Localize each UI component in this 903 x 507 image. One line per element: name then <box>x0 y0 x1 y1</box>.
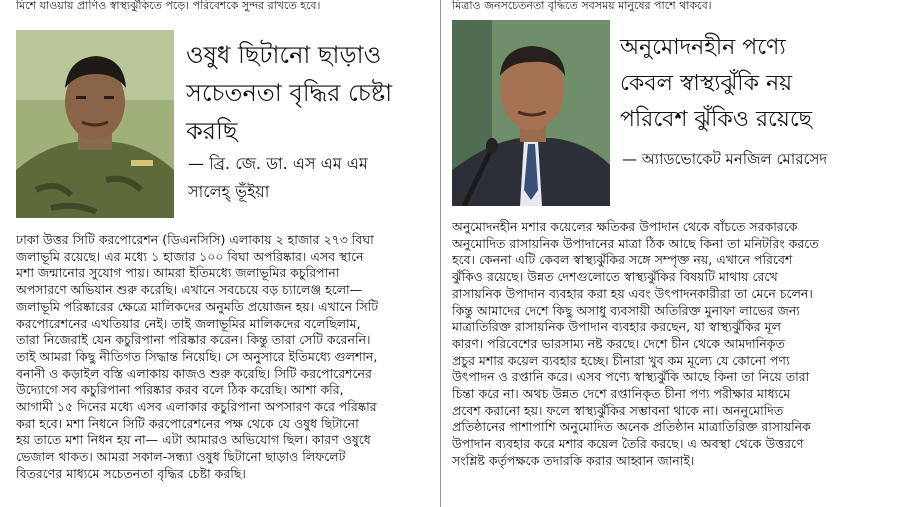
body-line: উদ্যোগে সব কচুরিপানা পরিষ্কার করব বলে ঠিক করেছি। আশা করি, <box>16 382 344 398</box>
body-line: ঝুঁকিও রয়েছে। উন্নত দেশগুলোতে স্বাস্থ্যঝুঁকির বিষয়টি মাথায় রেখে <box>452 269 778 285</box>
left-byline <box>188 150 438 206</box>
headline-line: অনুমোদনহীন পণ্যে <box>620 35 786 60</box>
body-line: মশা জন্মানোর সুযোগ পায়। আমরা ইতিমধ্যে জলাভূমির কচুরিপানা <box>16 265 340 281</box>
body-line: ভেজাল থাকত। আমরা সকাল-সন্ধ্যা ওষুধ ছিটানো ছাড়াও লিফলেট <box>16 449 346 465</box>
previous-article-tail: মিত্রাও জনসচেতনতা বৃদ্ধিতে সবসময় মানুষের পাশে থাকবে। <box>452 0 712 12</box>
body-line: আগামী ১৫ দিনের মধ্যে এসব এলাকার কচুরিপানা অপসারণ করে পরিষ্কার <box>16 399 377 415</box>
byline-line: — ব্রি. জে. ডা. এস এম এম <box>188 154 368 173</box>
body-line: হবে। কেননা এটি কেবল স্বাস্থ্যঝুঁকির সঙ্গে সম্পৃক্ত নয়, এখানে পরিবেশ <box>452 252 793 268</box>
left-article-body <box>16 232 436 483</box>
body-line: তারা নিজেরাই যেন কচুরিপানা পরিষ্কার করেন। কিন্তু তারা সেটি করেননি। <box>16 332 371 348</box>
body-line: করপোরেশনের এখতিয়ার নেই। তাই জলাভূমির মালিকদের বলেছিলাম, <box>16 315 361 331</box>
body-line: অনুমোদিত রাসায়নিক উপাদানের মাত্রা ঠিক আছে কিনা তা মনিটরিং করতে <box>452 235 819 251</box>
body-line: মাত্রাতিরিক্ত রাসায়নিক উপাদান ব্যবহার করছেন, যা স্বাস্থ্যঝুঁকির মূল <box>452 319 781 335</box>
body-line: অনুমোদনহীন মশার কয়েলের ক্ষতিকর উপাদান থেকে বাঁচতে সরকারকে <box>452 219 798 234</box>
headline-line: করছি <box>186 117 238 145</box>
byline-line: সালেহ্ ভূঁইয়া <box>188 182 270 201</box>
previous-article-tail: মিশে যাওয়ায় প্রাণিও স্বাস্থ্যঝুঁকিতে পড়ে। পরিবেশকে সুন্দর রাখতে হবে। <box>16 0 321 12</box>
officer-portrait-photo <box>16 30 174 218</box>
right-byline: — অ্যাডভোকেট মনজিল মোরসেদ <box>622 150 828 168</box>
body-line: উপাদান ব্যবহার করে মশার কয়েল তৈরি করছে। এ অবস্থা থেকে উত্তরণে <box>452 436 804 452</box>
body-line: অপসারণে অভিযান শুরু করেছি। এখানে সবচেয়ে বড় চ্যালেঞ্জ হলো— <box>16 282 363 298</box>
right-headline <box>620 30 900 138</box>
column-divider <box>440 0 441 507</box>
body-line: করা হবে। মশা নিধনে সিটি করপোরেশনের পক্ষ থেকে যে ওষুধ ছিটানো <box>16 415 359 431</box>
headline-line: কেবল স্বাস্থ্যঝুঁকি নয় <box>620 71 793 96</box>
body-line: কিন্তু আমাদের দেশে কিছু অসাধু ব্যবসায়ী অতিরিক্ত মুনাফা লাভের জন্য <box>452 302 800 318</box>
body-line: প্রচুর মশার কয়েল ব্যবহার হচ্ছে। চীনারা খুব কম মূল্যে যে কোনো পণ্য <box>452 352 790 368</box>
body-line: বিতরণের মাধ্যমে সচেতনতা বৃদ্ধির চেষ্টা করছি। <box>16 465 246 481</box>
left-headline <box>186 36 436 150</box>
headline-line: পরিবেশ ঝুঁকিও রয়েছে <box>620 107 813 132</box>
body-line: সংশ্লিষ্ট কর্তৃপক্ষকে তদারকি করার আহ্বান জানাই। <box>452 452 695 468</box>
body-line: উৎপাদন ও রপ্তানি করে। এসব পণ্যে স্বাস্থ্যঝুঁকি আছে কিনা তা নিয়ে তারা <box>452 369 810 385</box>
body-line: রাসায়নিক উপাদান ব্যবহার করা হয় এবং উৎপাদনকারীরা তা মেনে চলেন। <box>452 285 813 301</box>
body-line: প্রবেশ করানো হয়। ফলে স্বাস্থ্যঝুঁকির সম্ভাবনা থাকে না। অননুমোদিত <box>452 402 784 418</box>
body-line: চিন্তা করে না। অথচ উন্নত দেশে রপ্তানিকৃত চীনা পণ্য পরীক্ষার মাধ্যমে <box>452 386 791 402</box>
body-line: জলাভূমি পরিষ্কারের ক্ষেত্রে মালিকদের অনুমতি প্রয়োজন হয়। এখানে সিটি <box>16 298 379 314</box>
body-line: ঢাকা উত্তর সিটি করপোরেশন (ডিএনসিসি) এলাকায় ২ হাজার ২৭৩ বিঘা <box>16 232 374 247</box>
body-line: তাই আমরা কিছু নীতিগত সিদ্ধান্ত নিয়েছি। সে অনুসারে ইতিমধ্যে গুলশান, <box>16 348 378 364</box>
headline-line: ওষুধ ছিটানো ছাড়াও <box>186 41 382 69</box>
body-line: জলাভূমি রয়েছে। এর মধ্যে ১ হাজার ১০০ বিঘা অপরিষ্কার। এসব স্থানে <box>16 248 364 264</box>
body-line: প্রতিষ্ঠানের পাশাপাশি অনুমোদিত অনেক প্রতিষ্ঠান মাত্রাতিরিক্ত রাসায়নিক <box>452 419 811 435</box>
advocate-portrait-photo <box>452 20 610 206</box>
body-line: হয় তাতে মশা নিধন হয় না— এটা আমারও অভিযোগ ছিল। কারণ ওষুধে <box>16 432 371 448</box>
body-line: কারণ। পরিবেশের ভারসাম্য নষ্ট করছে। দেশে চীন থেকে আমদানিকৃত <box>452 335 785 351</box>
right-article-body <box>452 219 898 470</box>
headline-line: সচেতনতা বৃদ্ধির চেষ্টা <box>186 79 393 107</box>
body-line: বনানী ও কড়াইল বস্তি এলাকায় কাজও শুরু করেছি। সিটি করপোরেশনের <box>16 365 372 381</box>
